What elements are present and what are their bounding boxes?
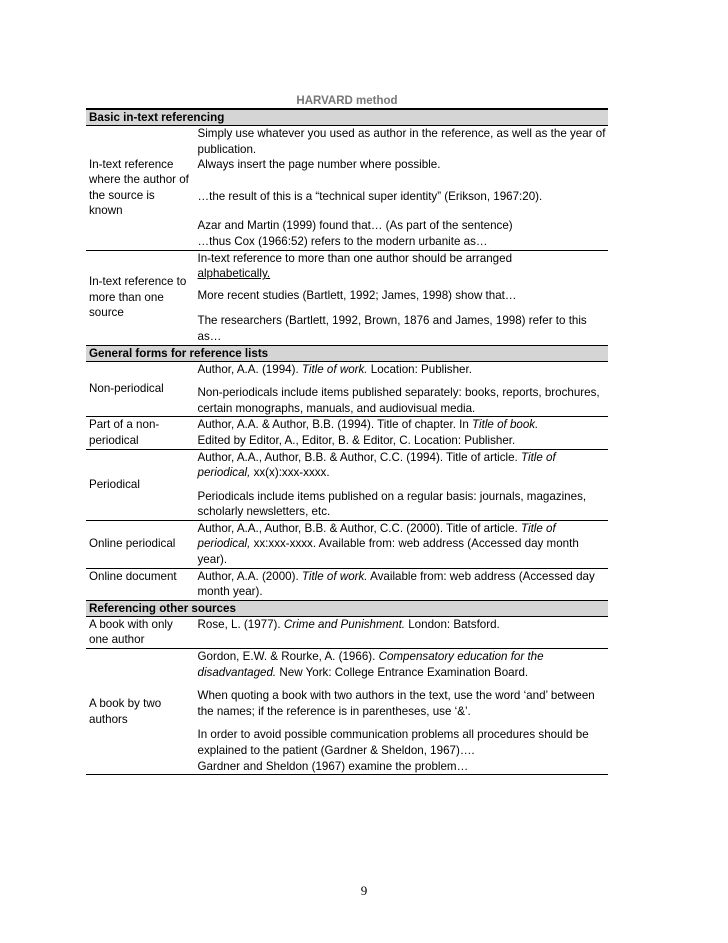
- content-text: …thus Cox (1966:52) refers to the modern urbanite as…: [197, 234, 488, 248]
- table-row: [86, 616, 608, 648]
- content-text: More recent studies (Bartlett, 1992; James, 1998) show that…: [197, 288, 517, 302]
- content-text: Author, A.A. & Author, B.B. (1994). Title of chapter. In Title of book.: [197, 418, 539, 432]
- table-row: [86, 649, 608, 775]
- content-text: Periodicals include items published on a regular basis: journals, magazines, scholarly newsletters, etc.: [197, 489, 587, 519]
- content-text: The researchers (Bartlett, 1992, Brown, 1876 and James, 1998) refer to this as…: [197, 314, 587, 343]
- content-text: In-text reference to more than one author should be arranged: [197, 251, 513, 265]
- table-row: [86, 449, 608, 520]
- document-body: [86, 94, 608, 775]
- section-header-basic: [86, 110, 608, 126]
- section-heading: Basic in-text referencing: [86, 110, 608, 126]
- row-content: [190, 616, 608, 648]
- table-row: [86, 126, 608, 251]
- page-number: 9: [360, 883, 368, 898]
- content-text: Author, A.A., Author, B.B. & Author, C.C. (1994). Title of article. Title of periodical, xx(x):xxx-xxxx.: [197, 450, 556, 480]
- harvard-reference-table: [86, 109, 608, 775]
- row-content: [190, 649, 608, 775]
- content-text: Author, A.A. (1994). Title of work. Location: Publisher.: [197, 362, 472, 376]
- row-label: In-text reference where the author of the source is known: [86, 126, 190, 251]
- row-content: [190, 250, 608, 345]
- table-row: [86, 568, 608, 600]
- table-row: [86, 361, 608, 417]
- content-text-underlined: alphabetically.: [197, 267, 271, 281]
- content-text: Non-periodicals include items published separately: books, reports, brochures, certain monographs, manuals, and audiovisual media.: [197, 386, 600, 415]
- row-label: A book with only one author: [86, 616, 190, 648]
- section-header-general: [86, 345, 608, 361]
- row-label: Online document: [86, 568, 190, 600]
- row-label: A book by two authors: [86, 649, 190, 775]
- content-text: Simply use whatever you used as author in the reference, as well as the year of publication.: [197, 127, 606, 156]
- row-content: [190, 417, 608, 449]
- row-content: [190, 361, 608, 417]
- page-title: HARVARD method: [86, 94, 608, 109]
- content-text: Gordon, E.W. & Rourke, A. (1966). Compensatory education for the disadvantaged. New York: College Entrance Examination Board.: [197, 650, 544, 679]
- row-content: [190, 568, 608, 600]
- row-label: Non-periodical: [86, 361, 190, 417]
- content-text: Edited by Editor, A., Editor, B. & Editor, C. Location: Publisher.: [197, 433, 516, 447]
- section-heading: General forms for reference lists: [86, 345, 608, 361]
- table-row: [86, 250, 608, 345]
- section-header-other: [86, 600, 608, 616]
- row-label: In-text reference to more than one source: [86, 250, 190, 345]
- table-row: [86, 520, 608, 568]
- content-text: In order to avoid possible communication problems all procedures should be explained to the patient (Gardner & Sheldon, 1967)….: [197, 728, 589, 757]
- row-content: [190, 449, 608, 520]
- table-row: [86, 417, 608, 449]
- row-label: Periodical: [86, 449, 190, 520]
- content-text: Gardner and Sheldon (1967) examine the problem…: [197, 759, 469, 773]
- content-text: …the result of this is a “technical super identity” (Erikson, 1967:20).: [197, 189, 543, 203]
- section-heading: Referencing other sources: [86, 600, 608, 616]
- row-label: Online periodical: [86, 520, 190, 568]
- content-text: Azar and Martin (1999) found that… (As part of the sentence): [197, 219, 513, 233]
- content-text: Rose, L. (1977). Crime and Punishment. London: Batsford.: [197, 617, 500, 631]
- row-label: Part of a non-periodical: [86, 417, 190, 449]
- content-text: Author, A.A. (2000). Title of work. Available from: web address (Accessed day month year).: [197, 569, 595, 599]
- content-text: Author, A.A., Author, B.B. & Author, C.C. (2000). Title of article. Title of periodical, xx:xxx-xxxx. Available from: web address (Accessed day month year).: [197, 521, 579, 567]
- row-content: [190, 126, 608, 251]
- content-text: When quoting a book with two authors in the text, use the word ‘and’ between the names; if the reference is in parentheses, use ‘&’.: [197, 689, 595, 718]
- content-text: Always insert the page number where possible.: [197, 158, 441, 172]
- row-content: [190, 520, 608, 568]
